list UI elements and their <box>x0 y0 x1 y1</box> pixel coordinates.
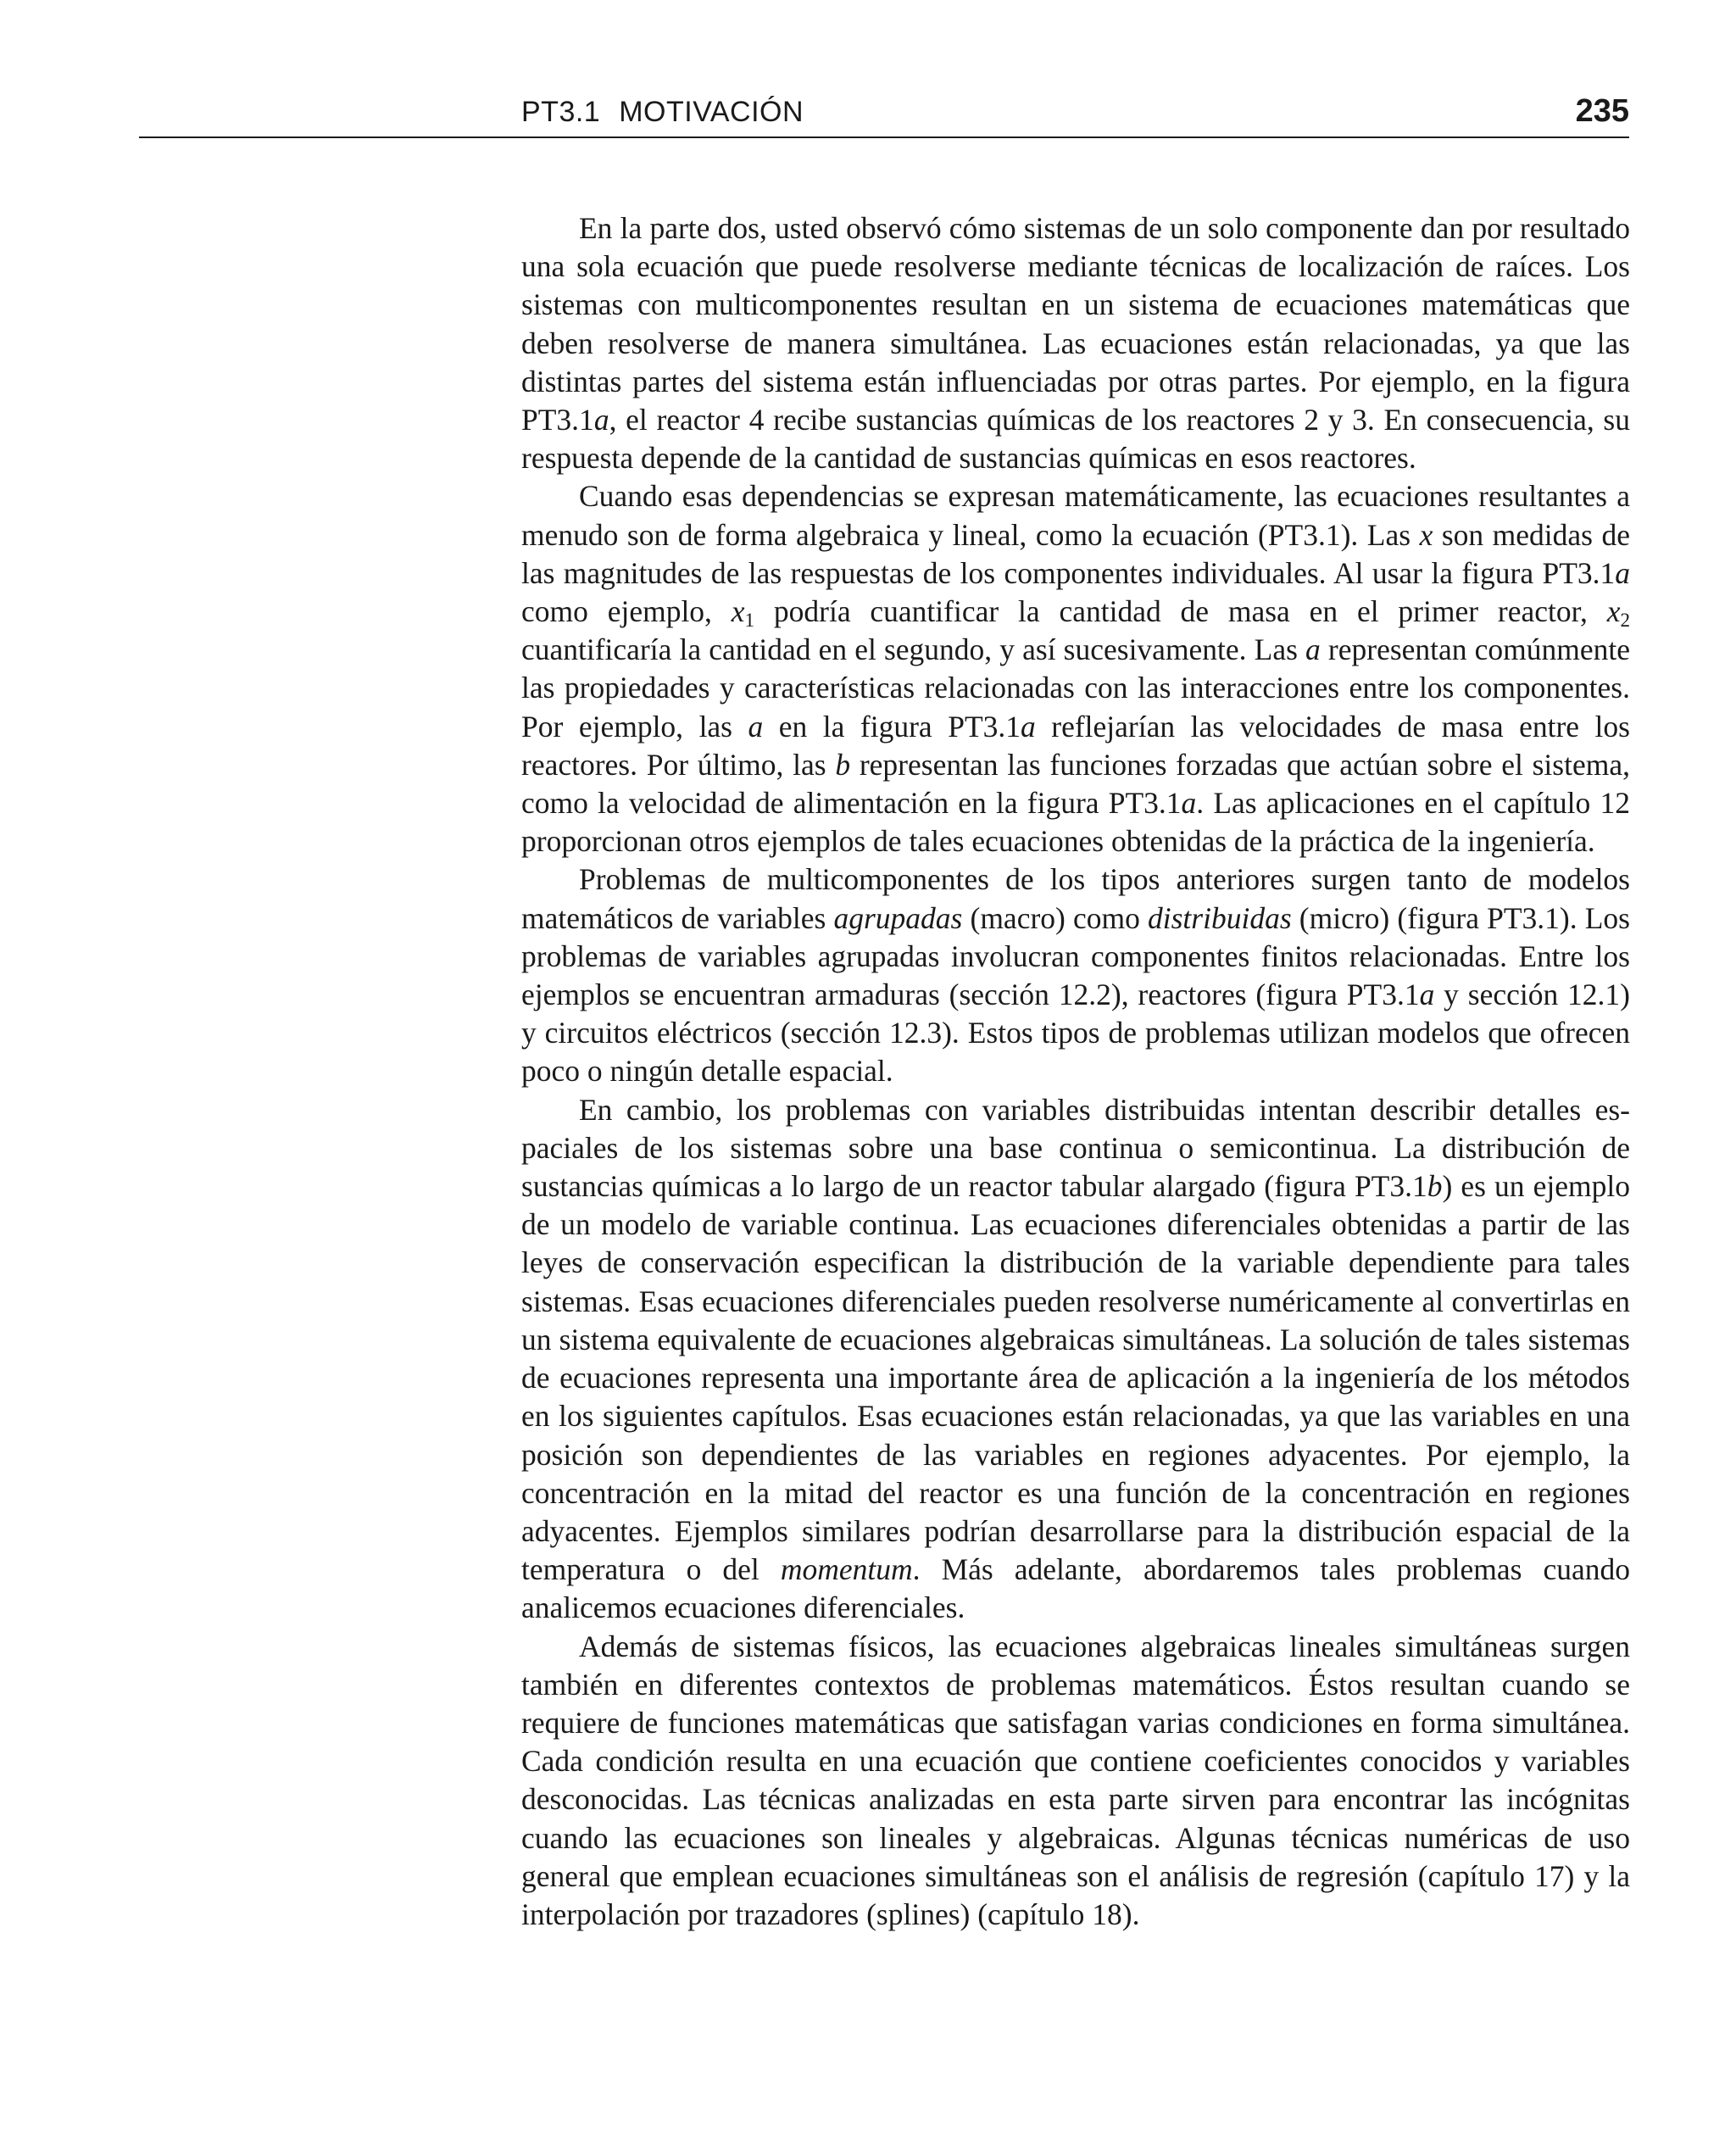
text-run: cuantificaría la cantidad en el segundo, y así sucesivamente. Las <box>521 632 1306 667</box>
paragraph <box>521 209 1630 477</box>
text-run: representan las funciones forzadas que actúan sobre el sistema, como la velocidad de alimentación en la figura PT3.1 <box>521 747 1630 821</box>
text-run: Problemas de multicomponentes de los tipos anteriores surgen tanto de modelos matemáticos de variables <box>521 862 1630 935</box>
italic-term: distribuidas <box>1148 900 1292 935</box>
italic-term: a <box>593 403 609 437</box>
italic-term: a <box>1615 555 1630 590</box>
text-run: Cuando esas dependencias se expresan matemáticamente, las ecuaciones resultantes a menudo son de forma algebraica y lineal, como la ecuación (PT3.1). Las <box>521 479 1630 552</box>
text-run: podría cuantificar la cantidad de masa en el primer reactor, <box>754 594 1607 629</box>
text-run: En cambio, los problemas con variables distribuidas intentan describir detalles espaciales de los sistemas sobre una base continua o semicontinua. La distribución de sustancias químicas a lo largo de un reactor tabular alargado (figura PT3.1 <box>521 1092 1630 1204</box>
text-run: (macro) como <box>962 900 1148 935</box>
text-run: en la figura PT3.1 <box>763 709 1021 744</box>
section-number: PT3.1 <box>521 96 601 128</box>
paragraph <box>521 477 1630 861</box>
italic-term: b <box>835 747 851 782</box>
text-run: , el reactor 4 recibe sustancias químicas de los reactores 2 y 3. En consecuencia, su respuesta depende de la cantidad de sustancias químicas en esos reactores. <box>521 403 1630 476</box>
text-run: . Las aplicaciones en el capítulo 12 proporcionan otros ejemplos de tales ecuaciones obtenidas de la práctica de la ingeniería. <box>521 786 1630 859</box>
italic-term: x <box>1419 517 1433 552</box>
italic-term: a <box>1021 709 1036 744</box>
text-run: y sección 12.1) y circuitos eléctricos (sección 12.3). Estos tipos de problemas utilizan modelos que ofrecen poco o ningún detalle espacial. <box>521 978 1630 1089</box>
section-heading <box>521 96 804 129</box>
italic-term: a <box>1305 632 1321 667</box>
body-text <box>521 209 1630 1934</box>
italic-term: a <box>1419 978 1435 1012</box>
text-run: son medidas de las magnitudes de las respuestas de los componentes individuales. Al usar la figura PT3.1 <box>521 517 1630 590</box>
italic-term: b <box>1427 1169 1443 1204</box>
text-run: Además de sistemas físicos, las ecuaciones algebraicas lineales simultáneas surgen también en diferentes contextos de problemas matemáticos. Éstos resultan cuando se requiere de funciones matemáticas que satisfagan varias condiciones en forma simultánea. Cada condición resulta en una ecuación que contiene coeficientes conocidos y variables desconocidas. Las técnicas analizadas en esta parte sirven para encontrar las incógnitas cuando las ecuaciones son lineales y algebraicas. Algunas técnicas numéricas de uso general que emplean ecuaciones simultáneas son el análisis de regresión (capítulo 17) y la interpolación por trazadores (splines) (capítulo 18). <box>521 1629 1630 1931</box>
text-run: representan comúnmente las propiedades y características relacionadas con las interacciones entre los componentes. Por ejemplo, las <box>521 632 1630 744</box>
italic-term: x <box>731 594 745 629</box>
text-run: . Más adelante, abordaremos tales problemas cuando analicemos ecuaciones diferenciales. <box>521 1552 1630 1625</box>
text-run: como ejemplo, <box>521 594 732 629</box>
subscript: 1 <box>744 608 755 631</box>
paragraph <box>521 1628 1630 1935</box>
text-run: reflejarían las velocidades de masa entre los reactores. Por último, las <box>521 709 1630 782</box>
subscript: 2 <box>1620 608 1630 631</box>
italic-term: x <box>1606 594 1621 629</box>
italic-term: a <box>748 709 764 744</box>
section-title: MOTIVACIÓN <box>619 96 804 128</box>
paragraph <box>521 1091 1630 1628</box>
running-header <box>0 0 1736 144</box>
text-run: (micro) (figura PT3.1). Los problemas de variables agrupadas involucran componentes finitos relacionadas. Entre los ejemplos se encuentran armaduras (sección 12.2), reactores (figura PT3.1 <box>521 900 1630 1012</box>
italic-term: a <box>1181 786 1197 821</box>
page-number: 235 <box>1575 93 1629 129</box>
text-run: ) es un ejemplo de un modelo de variable continua. Las ecuaciones diferenciales obtenidas a partir de las leyes de conservación especifican la distribución de la variable dependiente para tales sistemas. Esas ecuaciones diferenciales pueden resolverse numéricamente al convertirlas en un sistema equivalente de ecuaciones algebraicas simultáneas. La solución de tales sistemas de ecuaciones representa una importante área de aplicación a la ingeniería de los métodos en los siguientes capítulos. Esas ecuaciones están relacionadas, ya que las variables en una posición son dependientes de las variables en regiones adyacentes. Por ejemplo, la concentración en la mitad del reactor es una función de la concentración en regiones adyacentes. Ejemplos similares podrían desarrollarse para la distribución espacial de la temperatura o del <box>521 1169 1630 1587</box>
paragraph <box>521 861 1630 1090</box>
text-run: En la parte dos, usted observó cómo sistemas de un solo componente dan por resultado una sola ecuación que puede resolverse mediante técnicas de localización de raíces. Los sistemas con multicomponentes resultan en un sistema de ecuaciones matemáticas que deben resolverse de manera simultánea. Las ecuaciones están relacionadas, ya que las distintas partes del sistema están influenciadas por otras partes. Por ejemplo, en la figura PT3.1 <box>521 211 1630 437</box>
italic-term: momentum <box>780 1552 913 1587</box>
italic-term: agrupadas <box>833 900 963 935</box>
header-rule <box>139 136 1629 138</box>
